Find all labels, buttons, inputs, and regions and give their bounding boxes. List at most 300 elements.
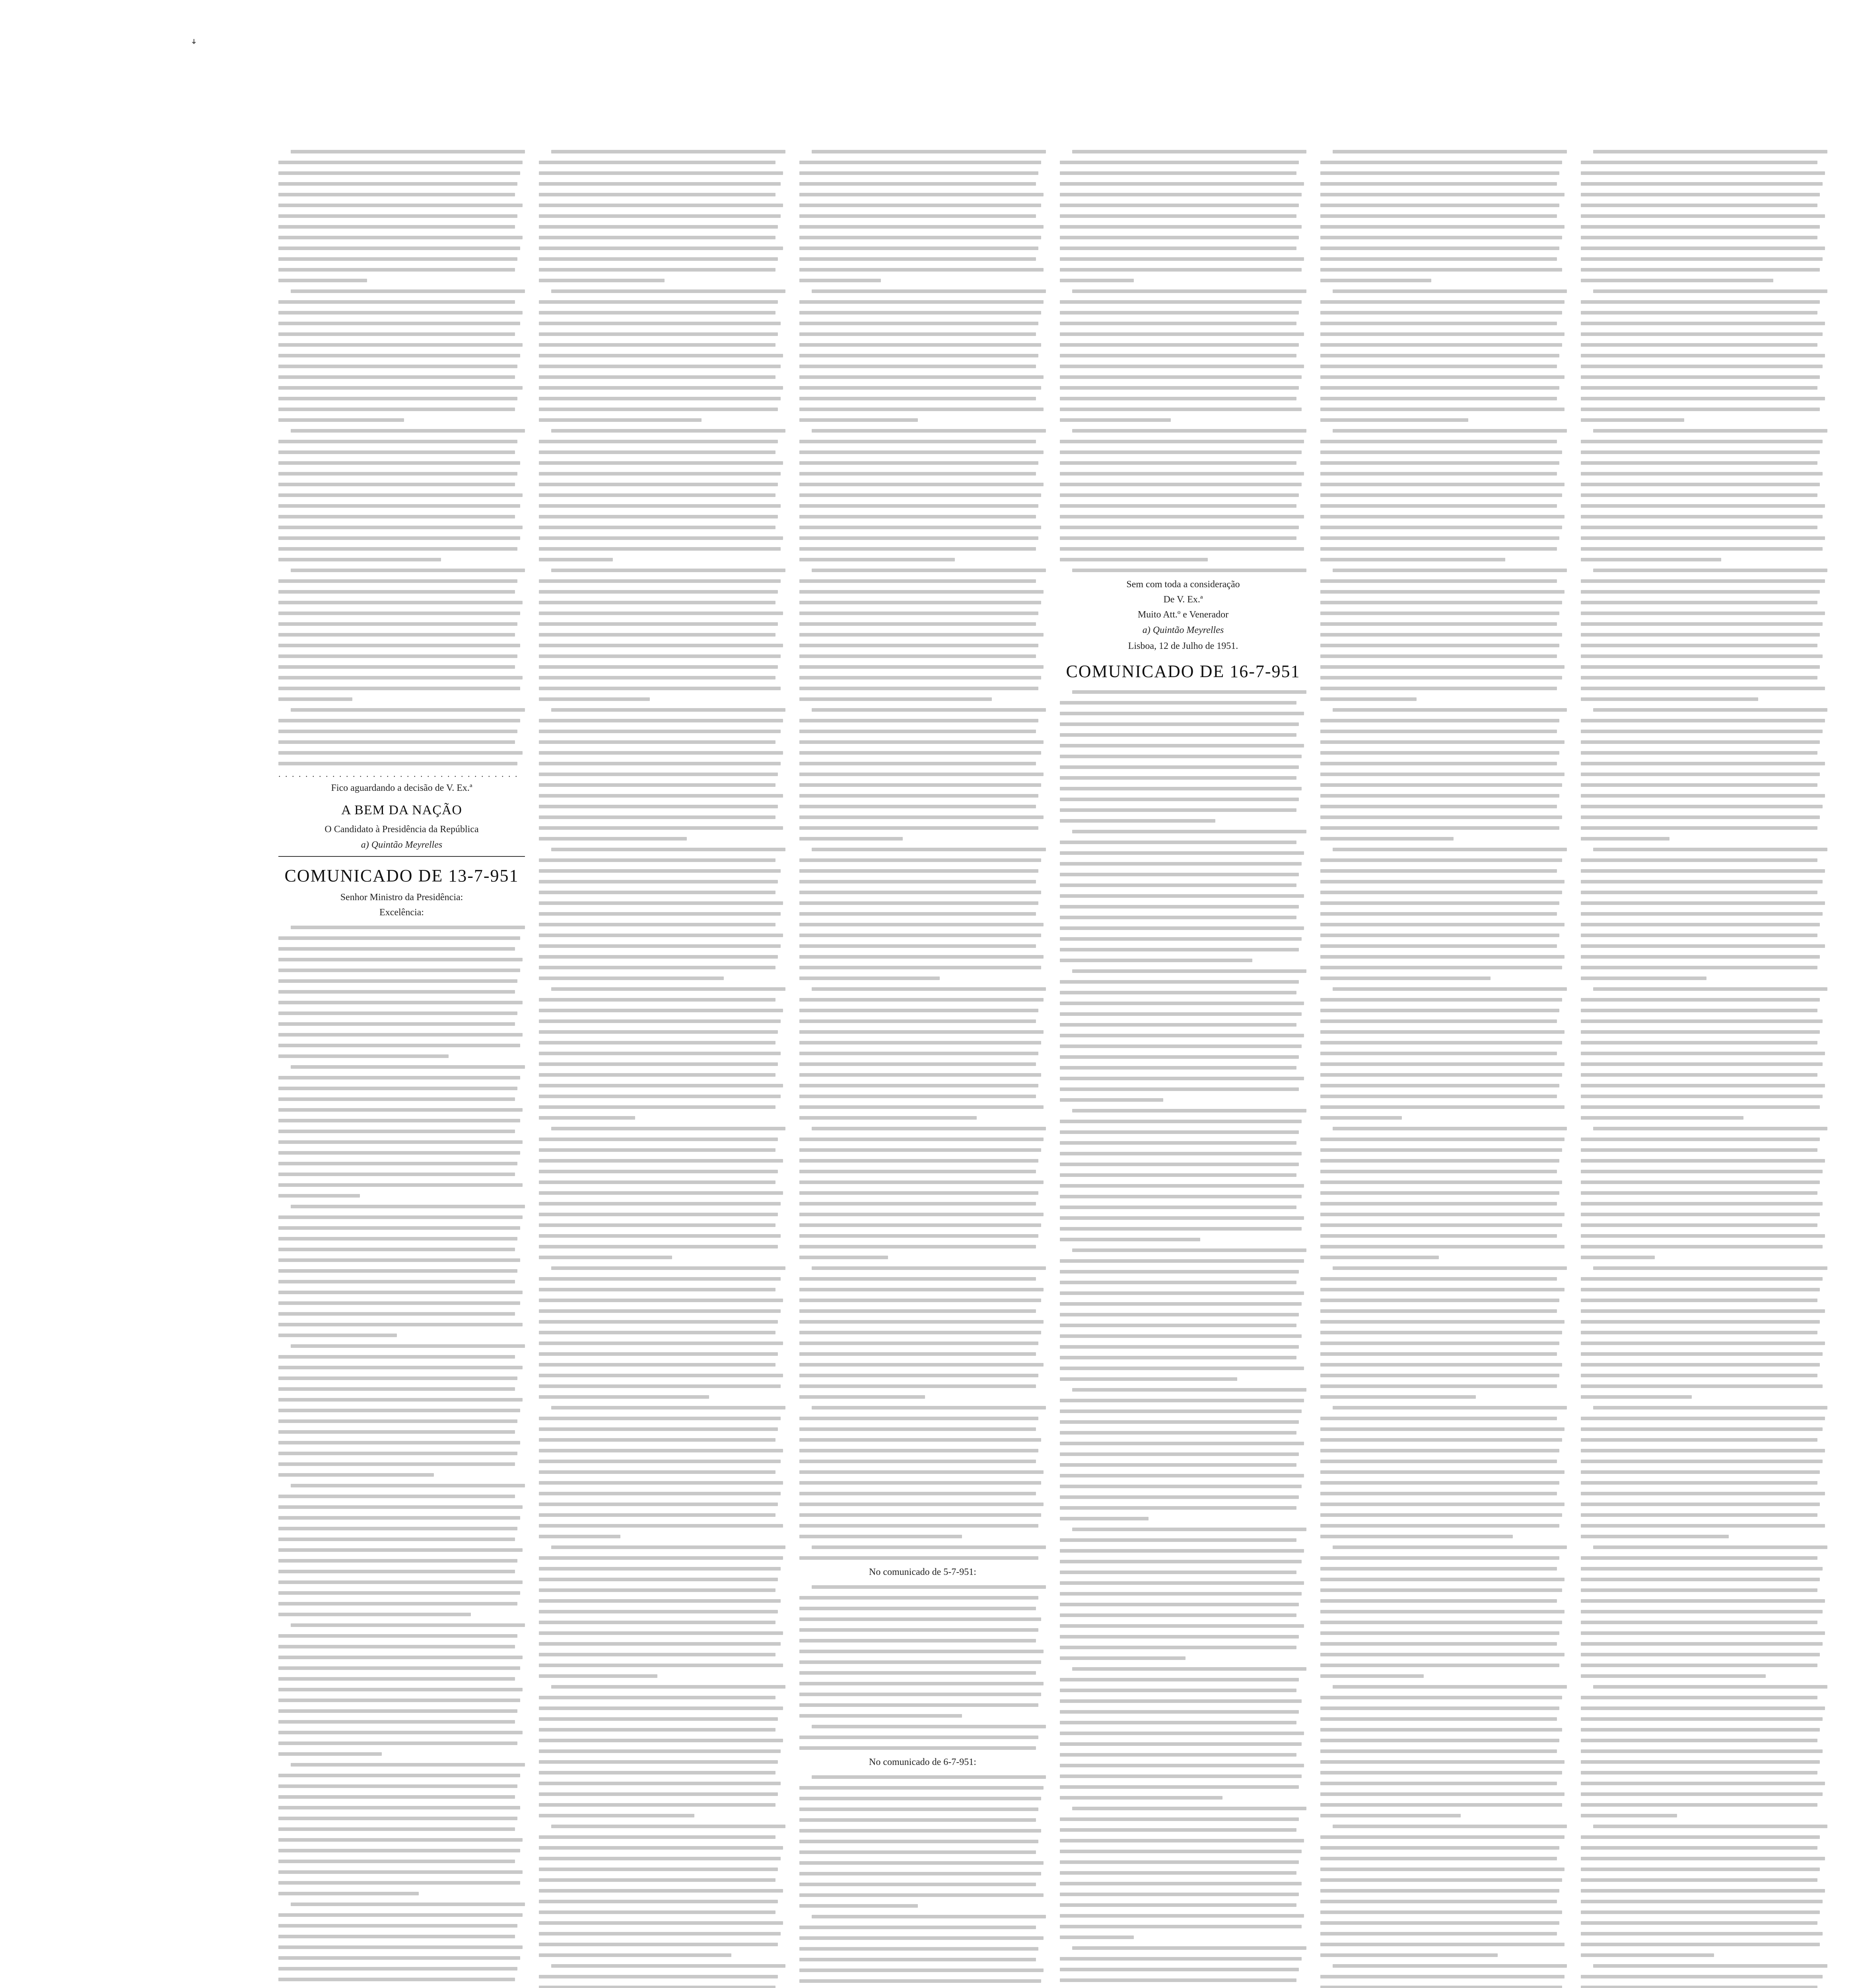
- text-line-ink: [539, 1986, 775, 1988]
- text-line: [1581, 1134, 1827, 1145]
- text-line: [1320, 1789, 1567, 1800]
- text-line-ink: [1320, 1460, 1557, 1463]
- text-line-ink: [1320, 676, 1562, 679]
- text-line: [799, 1510, 1046, 1520]
- text-line: [1320, 1639, 1567, 1649]
- text-line-ink: [539, 526, 775, 529]
- text-line: [1581, 1445, 1827, 1456]
- text-line-ink: [278, 1269, 517, 1273]
- text-line-ink: [799, 837, 903, 841]
- text-line: [1581, 1295, 1827, 1306]
- text-line-ink: [278, 1301, 520, 1305]
- text-line-ink: [278, 1677, 515, 1681]
- text-line-ink: [1581, 204, 1817, 207]
- text-line: [278, 254, 525, 264]
- text-line-ink: [799, 1148, 1041, 1152]
- text-line-ink: [1581, 826, 1817, 830]
- text-line-ink: [539, 1084, 783, 1087]
- text-line-ink: [1060, 1871, 1296, 1875]
- text-line: [799, 554, 1046, 565]
- text-line: [539, 490, 785, 501]
- quote-heading-6-7: No comunicado de 6-7-951:: [869, 1757, 976, 1767]
- text-line-ink: [1060, 1624, 1304, 1628]
- text-line-ink: [1581, 268, 1820, 272]
- text-line: [539, 1477, 785, 1488]
- text-line: [799, 1134, 1046, 1145]
- text-line-ink: [551, 1127, 785, 1130]
- text-line-ink: [278, 719, 520, 722]
- text-line-ink: [539, 934, 783, 937]
- text-line-ink: [1581, 161, 1817, 164]
- text-line-ink: [799, 1947, 1038, 1951]
- text-line-ink: [278, 204, 523, 207]
- text-line-ink: [539, 1417, 781, 1420]
- text-line-ink: [539, 1363, 775, 1367]
- text-line: [1060, 1975, 1306, 1986]
- text-line-ink: [799, 1650, 1044, 1653]
- text-line: [278, 221, 525, 232]
- text-line-ink: [1581, 654, 1823, 658]
- text-line-ink: [799, 1535, 962, 1538]
- text-line: [278, 726, 525, 737]
- text-line-ink: [1320, 955, 1565, 959]
- text-line: [799, 1657, 1046, 1668]
- text-line: [278, 1512, 525, 1523]
- text-line: [1581, 1435, 1827, 1445]
- text-line: [799, 962, 1046, 973]
- text-line-ink: [1060, 1774, 1302, 1778]
- text-line: [1581, 522, 1827, 533]
- text-line: [1060, 987, 1306, 998]
- text-line: [539, 790, 785, 801]
- text-line: [1320, 758, 1567, 769]
- text-line: [1060, 1138, 1306, 1148]
- text-line: [1060, 1964, 1306, 1975]
- text-line: [539, 951, 785, 962]
- text-line-ink: [799, 311, 1041, 315]
- text-line: [539, 1091, 785, 1102]
- text-line: [799, 1413, 1046, 1424]
- text-line-ink: [278, 1355, 515, 1359]
- text-line: [1060, 211, 1306, 221]
- text-line: [278, 1716, 525, 1727]
- text-line: [1320, 1349, 1567, 1359]
- text-line-ink: [1320, 1567, 1557, 1571]
- text-line-ink: [812, 848, 1046, 851]
- text-line: [278, 1223, 525, 1233]
- text-line-ink: [551, 1545, 785, 1549]
- text-line-ink: [1581, 408, 1820, 411]
- text-line: [799, 1188, 1046, 1198]
- text-line-ink: [1581, 891, 1817, 894]
- text-line-ink: [1320, 858, 1562, 862]
- text-line-ink: [799, 1470, 1044, 1474]
- text-line: [1320, 855, 1567, 866]
- text-line-ink: [1581, 1288, 1820, 1291]
- text-line: [539, 1649, 785, 1660]
- text-line-ink: [278, 1699, 520, 1702]
- text-line-ink: [539, 1814, 694, 1817]
- text-line: [1581, 790, 1827, 801]
- text-line: [1320, 1231, 1567, 1241]
- text-line: [539, 909, 785, 919]
- text-line: [539, 1714, 785, 1724]
- text-line-ink: [799, 1807, 1038, 1811]
- text-line-ink: [278, 601, 523, 604]
- text-line-ink: [1581, 1234, 1825, 1238]
- text-line: [1060, 415, 1306, 425]
- text-line: [1581, 876, 1827, 887]
- text-line: [539, 264, 785, 275]
- text-line-ink: [1593, 1545, 1827, 1549]
- text-line: [1060, 1696, 1306, 1706]
- column-3-text-c: [799, 1772, 1046, 1988]
- text-line: [1581, 1585, 1827, 1596]
- text-line-ink: [1060, 1957, 1302, 1961]
- text-line-ink: [1060, 948, 1299, 951]
- text-line-ink: [539, 1105, 775, 1109]
- text-line-ink: [799, 1299, 1041, 1302]
- text-line: [1581, 737, 1827, 747]
- closing-line: Fico aguardando a decisão de V. Ex.ª: [331, 783, 472, 793]
- text-line-ink: [1060, 1066, 1296, 1070]
- text-line-ink: [1320, 268, 1562, 272]
- text-line-ink: [799, 1660, 1041, 1664]
- text-line: [1581, 672, 1827, 683]
- text-line-ink: [1581, 762, 1825, 765]
- text-line: [1581, 1553, 1827, 1563]
- text-line: [1060, 1653, 1306, 1664]
- text-line: [278, 1233, 525, 1244]
- text-line-ink: [1320, 1427, 1565, 1431]
- text-line: [278, 1652, 525, 1663]
- text-line: [1060, 307, 1306, 318]
- text-line: [1320, 576, 1567, 586]
- text-line: [1060, 1492, 1306, 1503]
- text-line: [1060, 329, 1306, 340]
- text-line-ink: [278, 1924, 517, 1928]
- text-line: [1581, 1284, 1827, 1295]
- text-line-ink: [1320, 1674, 1424, 1678]
- text-line-ink: [539, 1717, 778, 1721]
- text-line: [799, 672, 1046, 683]
- text-line: [1581, 597, 1827, 608]
- text-line: [539, 1413, 785, 1424]
- text-line-ink: [1593, 289, 1827, 293]
- text-line-ink: [539, 654, 781, 658]
- text-line-ink: [799, 161, 1041, 164]
- text-line: [1581, 758, 1827, 769]
- text-line-ink: [278, 440, 517, 443]
- text-line-ink: [1320, 869, 1557, 873]
- text-line-ink: [539, 386, 783, 390]
- text-line: [799, 1553, 1046, 1563]
- text-line: [1581, 823, 1827, 833]
- text-line: [799, 1911, 1046, 1922]
- text-line-ink: [1060, 1141, 1296, 1145]
- text-line-ink: [1060, 1560, 1302, 1563]
- text-line-ink: [1581, 365, 1823, 368]
- text-line-ink: [539, 332, 778, 336]
- text-line: [799, 565, 1046, 576]
- text-line: [1060, 1545, 1306, 1556]
- text-line: [539, 1327, 785, 1338]
- text-line: [278, 232, 525, 243]
- text-line-ink: [1320, 633, 1562, 637]
- text-line: [1581, 533, 1827, 544]
- text-line-ink: [799, 1492, 1036, 1495]
- text-line-ink: [1581, 1599, 1825, 1603]
- text-line-ink: [1060, 1291, 1304, 1295]
- text-line: [278, 350, 525, 361]
- text-line-ink: [1060, 1506, 1296, 1510]
- text-line-ink: [1581, 1717, 1823, 1721]
- text-line-ink: [1320, 1256, 1439, 1259]
- text-line: [539, 1402, 785, 1413]
- text-line: [1581, 1875, 1827, 1885]
- text-line-ink: [1060, 937, 1302, 941]
- text-line: [539, 1842, 785, 1853]
- text-line-ink: [1581, 247, 1825, 250]
- text-line-ink: [1581, 579, 1825, 583]
- text-line-ink: [799, 977, 940, 980]
- text-line-ink: [1320, 1299, 1559, 1302]
- text-line-ink: [539, 1438, 775, 1442]
- text-line: [799, 780, 1046, 790]
- text-line-ink: [1060, 472, 1304, 476]
- text-line-ink: [1072, 1109, 1306, 1112]
- text-line-ink: [278, 1194, 360, 1198]
- text-line-ink: [1333, 1127, 1567, 1130]
- text-line: [1581, 1703, 1827, 1714]
- text-line-ink: [1320, 1835, 1565, 1839]
- text-line: [799, 1231, 1046, 1241]
- text-line-ink: [1333, 1964, 1567, 1968]
- text-line-ink: [1320, 1481, 1559, 1485]
- text-line-ink: [1060, 1044, 1302, 1048]
- text-line-ink: [1060, 204, 1299, 207]
- text-line: [799, 243, 1046, 254]
- text-line: [278, 146, 525, 157]
- text-line: [1581, 1971, 1827, 1982]
- text-line: [278, 511, 525, 522]
- text-line: [799, 855, 1046, 866]
- text-line-ink: [278, 1011, 517, 1015]
- text-line: [278, 1534, 525, 1545]
- text-line: [799, 1793, 1046, 1804]
- text-line-ink: [278, 536, 520, 540]
- text-line: [539, 608, 785, 619]
- text-line-ink: [1060, 1538, 1296, 1542]
- text-line: [799, 1890, 1046, 1901]
- text-line: [1060, 708, 1306, 719]
- text-line-ink: [278, 397, 517, 400]
- text-line: [278, 1309, 525, 1319]
- text-line-ink: [1060, 1377, 1237, 1381]
- text-line: [539, 1660, 785, 1671]
- text-line-ink: [1060, 991, 1296, 994]
- text-line: [1581, 1070, 1827, 1080]
- text-line: [799, 1102, 1046, 1112]
- text-line-ink: [1581, 1342, 1825, 1345]
- text-line: [539, 683, 785, 694]
- text-line: [539, 468, 785, 479]
- text-line-ink: [539, 1535, 620, 1538]
- text-line-ink: [799, 1926, 1036, 1929]
- text-line-ink: [1320, 214, 1557, 218]
- text-line: [1060, 1889, 1306, 1900]
- text-line-ink: [1320, 1943, 1565, 1946]
- text-line: [799, 909, 1046, 919]
- text-line-ink: [1320, 526, 1562, 529]
- text-line-ink: [799, 1872, 1041, 1875]
- text-line-ink: [1581, 1116, 1743, 1120]
- text-line-ink: [1060, 1409, 1302, 1413]
- column-6: [1581, 143, 1827, 1988]
- text-line: [1320, 951, 1567, 962]
- text-line-ink: [1581, 1009, 1817, 1012]
- text-line: [1320, 909, 1567, 919]
- text-line-ink: [1060, 257, 1304, 261]
- text-line: [278, 1673, 525, 1684]
- text-line-ink: [1320, 1921, 1559, 1925]
- text-line: [539, 1316, 785, 1327]
- text-line: [278, 307, 525, 318]
- text-line-ink: [1320, 1792, 1565, 1796]
- text-line-ink: [1060, 744, 1304, 747]
- text-line: [1320, 1735, 1567, 1746]
- text-line-ink: [539, 730, 781, 733]
- text-line-ink: [539, 1900, 778, 1903]
- text-line: [278, 954, 525, 965]
- text-line-ink: [799, 1384, 1036, 1388]
- text-line: [539, 1757, 785, 1767]
- text-line: [799, 340, 1046, 350]
- text-line: [1320, 1123, 1567, 1134]
- text-line: [799, 533, 1046, 544]
- text-line-ink: [278, 1022, 515, 1026]
- text-line: [539, 962, 785, 973]
- text-line-ink: [1581, 633, 1820, 637]
- text-line: [539, 1574, 785, 1585]
- text-line-ink: [799, 418, 918, 422]
- text-line-ink: [799, 1481, 1041, 1485]
- text-line: [799, 415, 1046, 425]
- text-line: [539, 855, 785, 866]
- text-line-ink: [1581, 1868, 1820, 1871]
- text-line: [799, 608, 1046, 619]
- text-line: [278, 393, 525, 404]
- text-line-ink: [799, 1628, 1038, 1632]
- text-line: [278, 1835, 525, 1845]
- text-line: [799, 1456, 1046, 1467]
- text-line-ink: [539, 1782, 781, 1785]
- text-line-ink: [278, 730, 517, 733]
- text-line-ink: [1581, 1653, 1820, 1656]
- text-line: [1320, 1027, 1567, 1037]
- text-line: [1581, 715, 1827, 726]
- text-line: [799, 1732, 1046, 1743]
- text-line-ink: [1060, 1699, 1302, 1703]
- text-line-ink: [551, 1266, 785, 1270]
- text-line-ink: [812, 429, 1046, 433]
- text-line-ink: [1320, 1878, 1562, 1882]
- text-line-ink: [1060, 1839, 1304, 1842]
- text-line-ink: [1072, 1528, 1306, 1531]
- text-line: [539, 350, 785, 361]
- text-line-ink: [1320, 397, 1557, 400]
- text-line-ink: [1581, 1030, 1820, 1034]
- text-line: [539, 1016, 785, 1027]
- text-line: [278, 1373, 525, 1384]
- text-line: [1060, 382, 1306, 393]
- text-line: [1320, 1617, 1567, 1628]
- text-line: [539, 1209, 785, 1220]
- text-line-ink: [1581, 730, 1823, 733]
- text-line: [539, 1778, 785, 1789]
- text-line: [1320, 747, 1567, 758]
- text-line: [1581, 1037, 1827, 1048]
- text-line: [1060, 425, 1306, 436]
- text-line: [1060, 955, 1306, 966]
- text-line-ink: [1060, 776, 1296, 780]
- text-line-ink: [799, 343, 1041, 347]
- text-line-ink: [291, 926, 525, 929]
- text-line: [1581, 1359, 1827, 1370]
- text-line: [539, 1445, 785, 1456]
- text-line-ink: [1320, 247, 1559, 250]
- text-line-ink: [799, 1607, 1036, 1610]
- text-line-ink: [799, 1138, 1044, 1141]
- text-line: [278, 1867, 525, 1877]
- text-line-ink: [291, 708, 525, 712]
- text-line: [799, 479, 1046, 490]
- text-line-ink: [539, 697, 650, 701]
- text-line-ink: [539, 1664, 783, 1667]
- text-line-ink: [278, 958, 523, 961]
- text-line: [539, 372, 785, 382]
- text-line-ink: [278, 1248, 515, 1251]
- text-line: [1060, 1438, 1306, 1449]
- text-line-ink: [799, 1213, 1044, 1216]
- text-line-ink: [1060, 1195, 1302, 1198]
- text-line-ink: [1320, 1868, 1565, 1871]
- text-line-ink: [1320, 1599, 1557, 1603]
- text-line-ink: [1320, 1910, 1562, 1914]
- text-line: [799, 468, 1046, 479]
- text-line-ink: [539, 1943, 778, 1946]
- text-line: [278, 1738, 525, 1749]
- text-line-ink: [278, 1323, 523, 1326]
- text-line: [539, 1918, 785, 1928]
- text-line-ink: [1320, 644, 1559, 647]
- text-line-ink: [1060, 408, 1302, 411]
- text-line: [539, 189, 785, 200]
- text-line-ink: [278, 354, 520, 357]
- text-line-ink: [1320, 236, 1562, 239]
- text-line: [1320, 1188, 1567, 1198]
- text-line: [278, 329, 525, 340]
- text-line-ink: [1581, 332, 1823, 336]
- text-line: [1320, 586, 1567, 597]
- text-line-ink: [799, 1309, 1036, 1313]
- text-line-ink: [1060, 193, 1302, 196]
- text-line-ink: [539, 955, 778, 959]
- text-line: [1581, 275, 1827, 286]
- text-line-ink: [1320, 1105, 1565, 1109]
- text-line-ink: [1320, 1180, 1562, 1184]
- text-line-ink: [539, 354, 783, 357]
